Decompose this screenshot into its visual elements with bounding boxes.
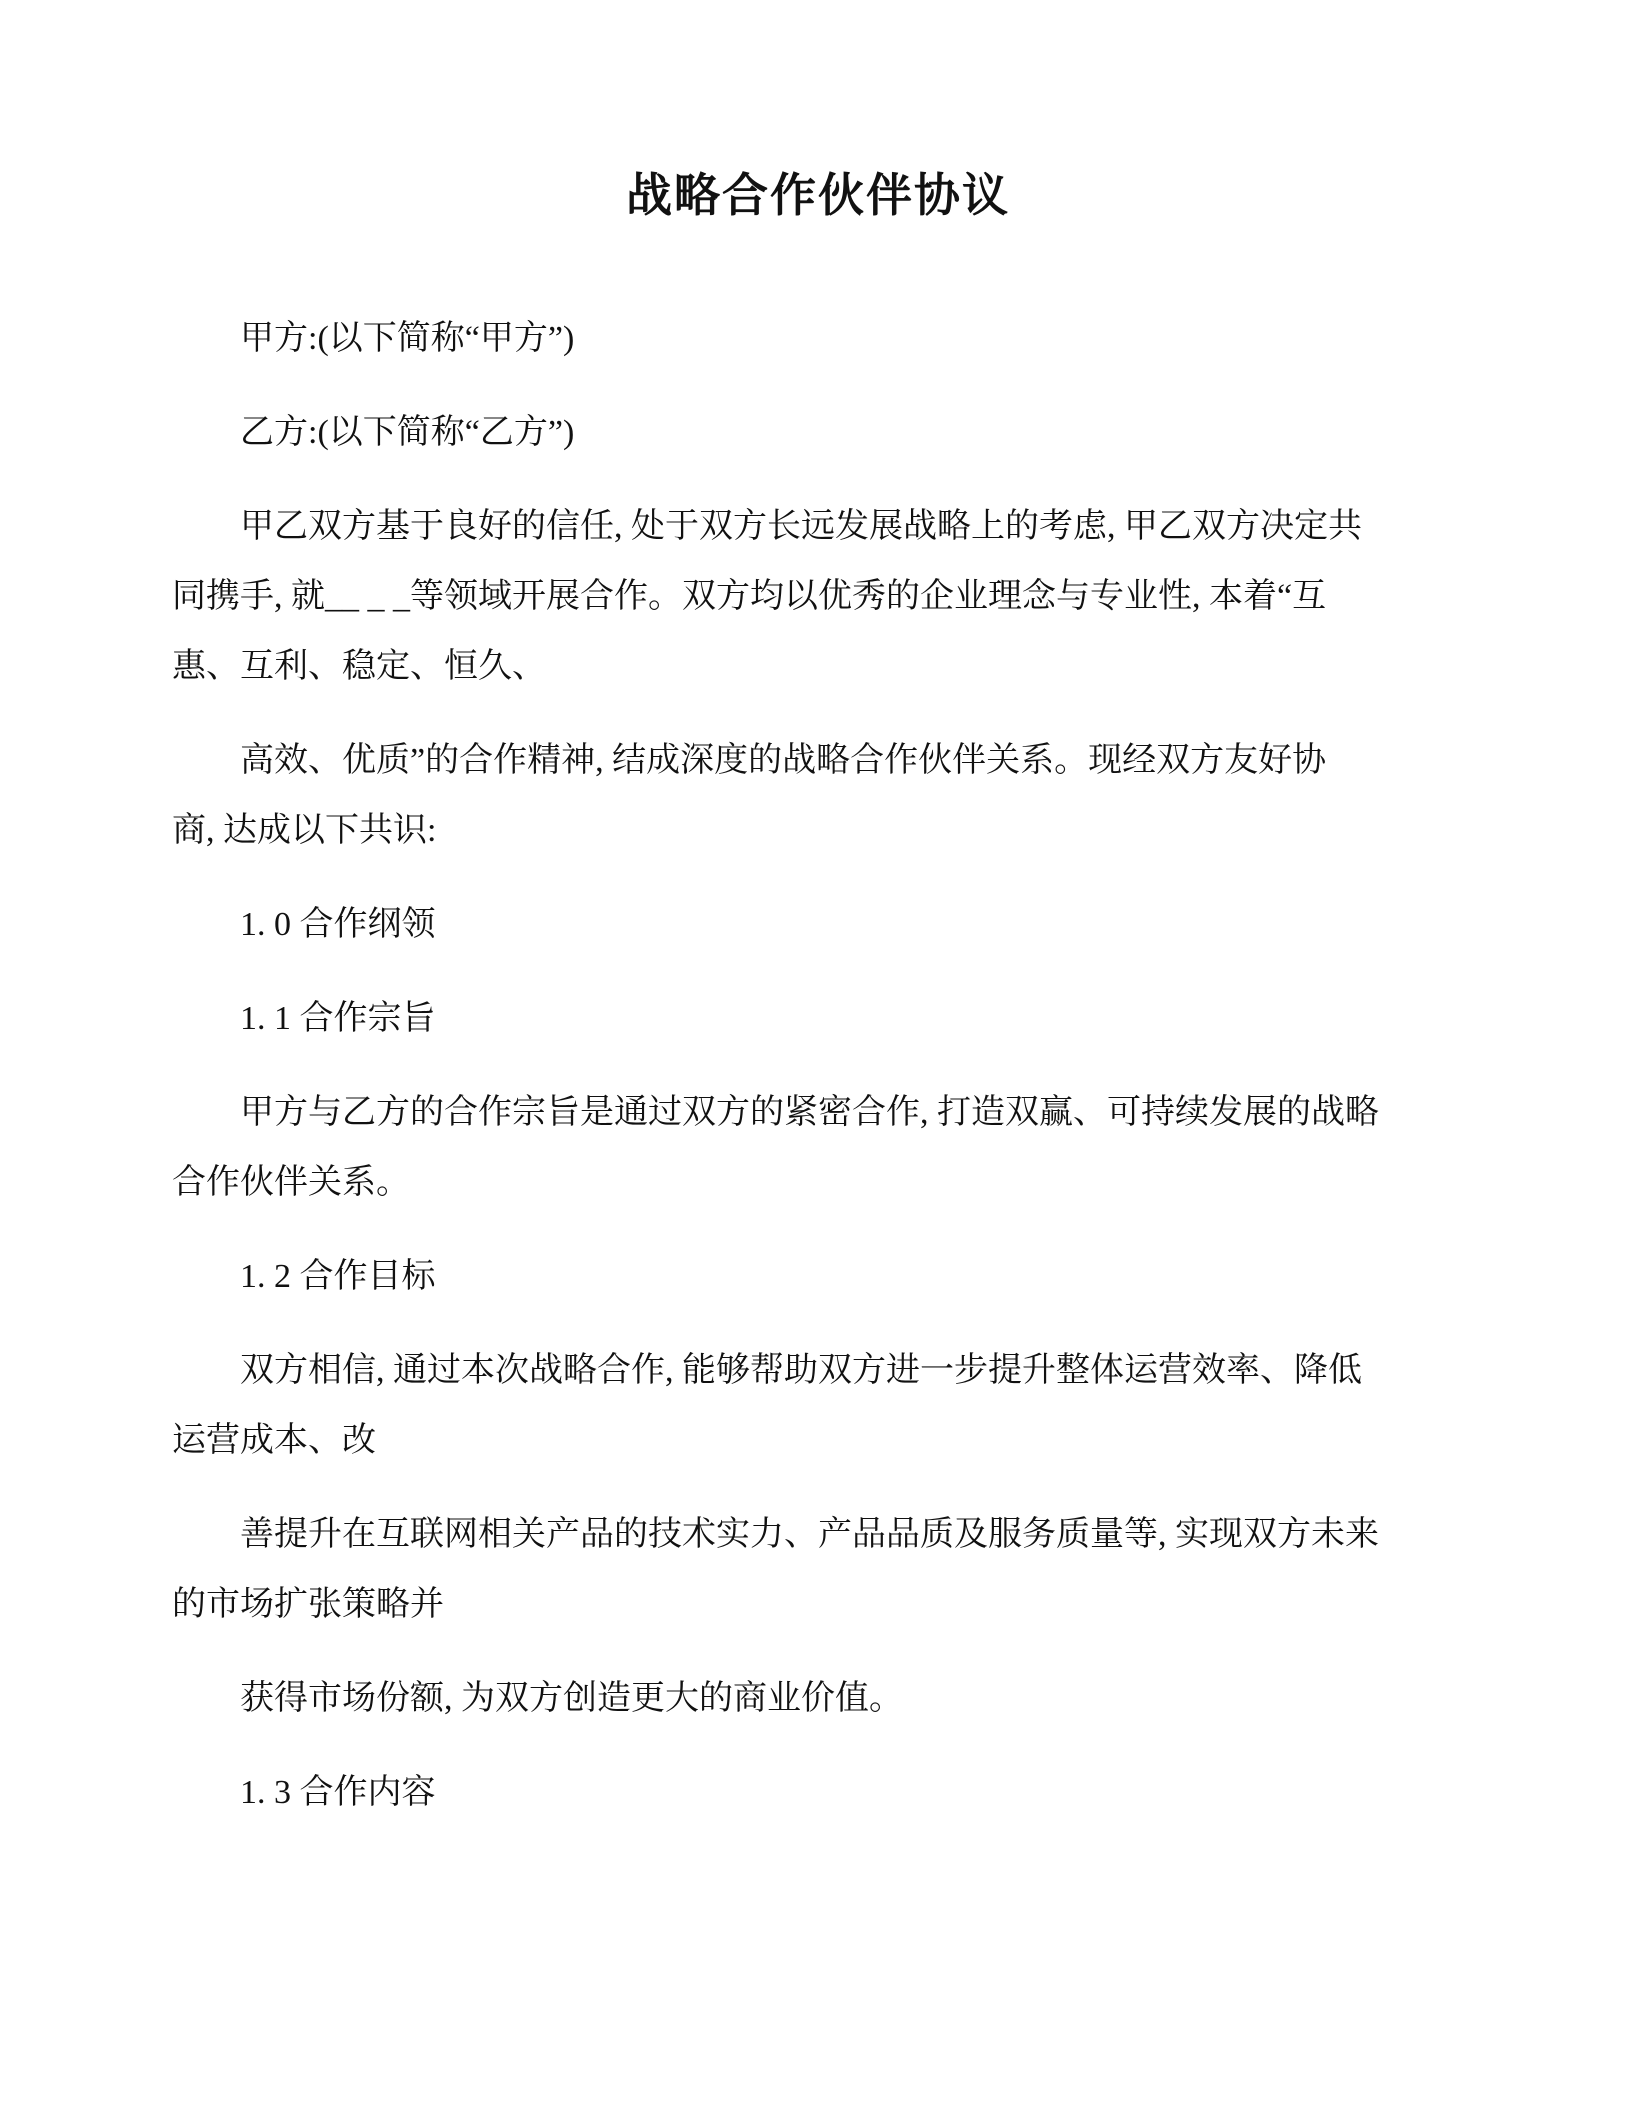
paragraph-cooperation-purpose: [172, 1078, 1464, 1218]
paragraph-preamble-continued: [172, 726, 1464, 866]
text-line: 高效、优质”的合作精神, 结成深度的战略合作伙伴关系。现经双方友好协: [240, 742, 1327, 779]
section-heading-1-1: [172, 984, 1464, 1054]
text-line: 商, 达成以下共识:: [172, 812, 437, 849]
paragraph-party-a: [172, 304, 1464, 374]
paragraph-preamble: [172, 492, 1464, 702]
paragraph-cooperation-goal-continued: [172, 1500, 1464, 1640]
paragraph-party-b: [172, 398, 1464, 468]
text-line: 运营成本、改: [172, 1422, 376, 1459]
text-line: 1. 2 合作目标: [240, 1258, 436, 1295]
paragraph-cooperation-goal: [172, 1336, 1464, 1476]
paragraph-market-share: [172, 1664, 1464, 1734]
text-line: 的市场扩张策略并: [172, 1586, 444, 1623]
text-line: 甲方与乙方的合作宗旨是通过双方的紧密合作, 打造双赢、可持续发展的战略: [240, 1094, 1379, 1131]
text-line: 善提升在互联网相关产品的技术实力、产品品质及服务质量等, 实现双方未来: [240, 1516, 1379, 1553]
section-heading-1-3: [172, 1758, 1464, 1828]
text-line: 1. 1 合作宗旨: [240, 1000, 436, 1037]
section-heading-1-0: [172, 890, 1464, 960]
text-line: 合作伙伴关系。: [172, 1164, 410, 1201]
text-line: 甲方:(以下简称“甲方”): [240, 320, 575, 357]
document-title: 战略合作伙伴协议: [626, 170, 1010, 221]
text-line: 获得市场份额, 为双方创造更大的商业价值。: [240, 1680, 903, 1717]
text-line: 1. 0 合作纲领: [240, 906, 436, 943]
section-heading-1-2: [172, 1242, 1464, 1312]
text-line: 同携手, 就__ _ _等领域开展合作。双方均以优秀的企业理念与专业性, 本着“互: [172, 578, 1327, 615]
text-line: 1. 3 合作内容: [240, 1774, 436, 1811]
text-line: 双方相信, 通过本次战略合作, 能够帮助双方进一步提升整体运营效率、降低: [240, 1352, 1362, 1389]
text-line: 惠、互利、稳定、恒久、: [172, 648, 546, 685]
text-line: 乙方:(以下简称“乙方”): [240, 414, 575, 451]
text-line: 甲乙双方基于良好的信任, 处于双方长远发展战略上的考虑, 甲乙双方决定共: [240, 508, 1362, 545]
